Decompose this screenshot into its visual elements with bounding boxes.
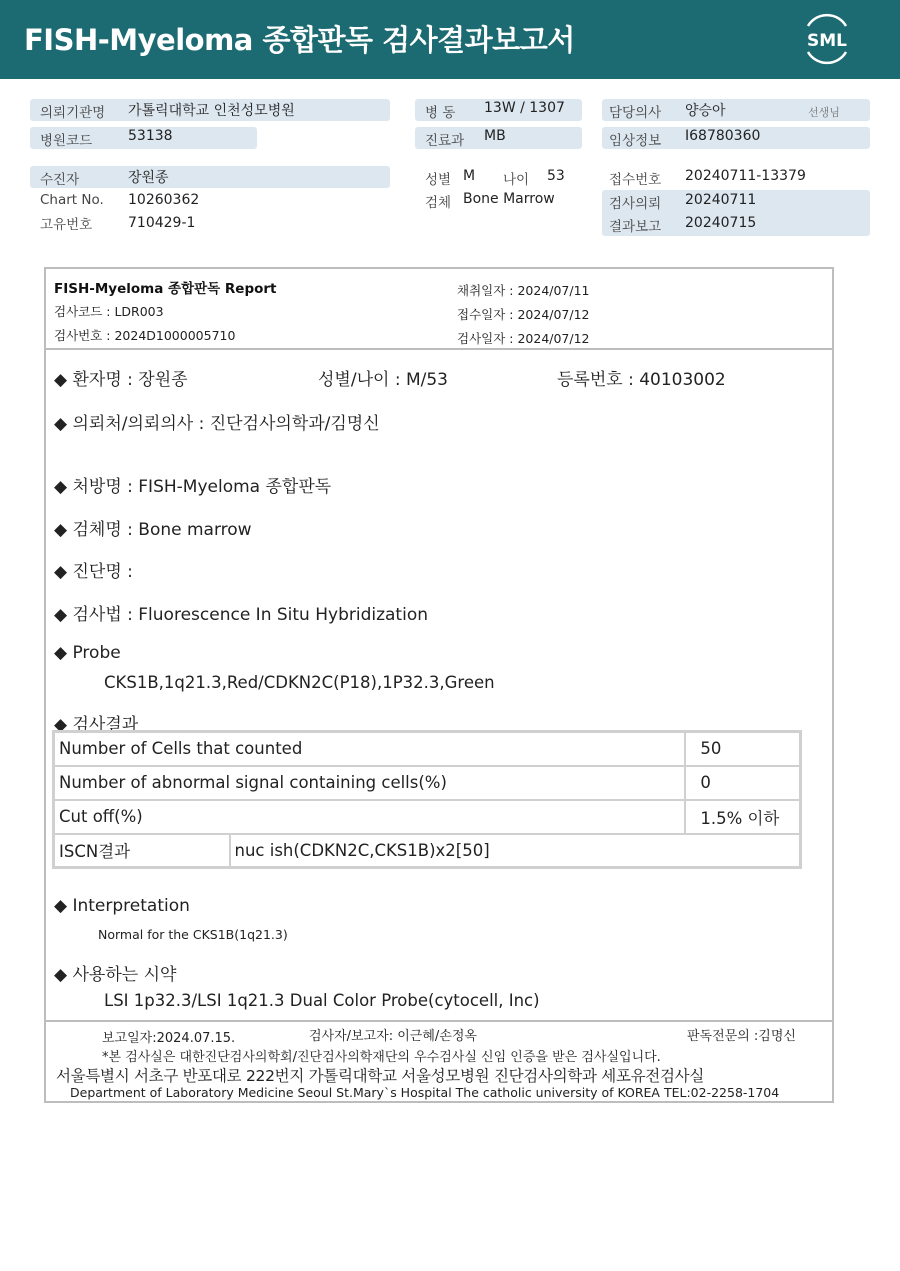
reagent-heading: ◆ 사용하는 시약	[54, 965, 177, 985]
result-label-cell: Number of abnormal signal containing cells(%)	[54, 766, 686, 800]
hospital-label: 의뢰기관명	[40, 105, 106, 121]
dept-value: MB	[484, 128, 506, 144]
chart-label: Chart No.	[40, 192, 104, 208]
reagent-value: LSI 1p32.3/LSI 1q21.3 Dual Color Probe(cytocell, Inc)	[104, 991, 540, 1010]
report-box	[44, 267, 834, 1103]
probe-value: CKS1B,1q21.3,Red/CDKN2C(P18),1P32.3,Green	[104, 673, 495, 692]
tester: 검사자/보고자: 이근혜/손정옥	[309, 1029, 477, 1044]
report-header	[0, 0, 900, 79]
chart-value: 10260362	[128, 192, 200, 208]
result-label-cell: Cut off(%)	[54, 800, 686, 834]
hospital-code-label: 병원코드	[40, 133, 93, 149]
request-value: 20240711	[685, 192, 757, 208]
test-number: 검사번호 : 2024D1000005710	[54, 328, 236, 343]
reg-no-line: 등록번호 : 40103002	[557, 370, 726, 390]
patient-row-bg	[30, 166, 390, 188]
result-label: 결과보고	[609, 219, 662, 235]
referrer-line: ◆ 의뢰처/의뢰의사 : 진단검사의학과/김명신	[54, 414, 380, 434]
prescription-line: ◆ 처방명 : FISH-Myeloma 종합판독	[54, 477, 332, 497]
table-row	[54, 732, 801, 766]
interpretation-heading: ◆ Interpretation	[54, 896, 190, 916]
hospital-code-value: 53138	[128, 128, 173, 144]
receipt-date: 접수일자 : 2024/07/12	[457, 307, 590, 322]
unique-label: 고유번호	[40, 217, 93, 233]
lab-address: 서울특별시 서초구 반포대로 222번지 가톨릭대학교 서울성모병원 진단검사의학과 세포유전검사실	[56, 1067, 704, 1085]
age-label: 나이	[503, 172, 530, 188]
page-title: FISH-Myeloma 종합판독 검사결과보고서	[24, 23, 575, 57]
result-table	[52, 730, 802, 869]
table-row	[54, 800, 801, 834]
report-date: 보고일자:2024.07.15.	[102, 1031, 236, 1046]
sex-label: 성별	[425, 172, 452, 188]
logo-text: SML	[807, 31, 847, 51]
receipt-label: 접수번호	[609, 172, 662, 188]
result-heading: ◆ 검사결과	[54, 715, 139, 735]
table-row	[54, 834, 801, 868]
iscn-value-cell: nuc ish(CDKN2C,CKS1B)x2[50]	[230, 834, 801, 868]
test-code: 검사코드 : LDR003	[54, 304, 164, 319]
report-head	[46, 269, 832, 350]
receipt-value: 20240711-13379	[685, 168, 806, 184]
request-label: 검사의뢰	[609, 196, 662, 212]
sex-age-line: 성별/나이 : M/53	[318, 370, 448, 390]
sex-value: M	[463, 168, 476, 184]
age-value: 53	[547, 168, 565, 184]
unique-value: 710429-1	[128, 215, 196, 231]
doctor-value: 양승아	[685, 103, 726, 119]
department-line: Department of Laboratory Medicine Seoul St.Mary`s Hospital The catholic university of KOREA TEL:02-2258-1704	[70, 1085, 780, 1100]
specimen-value: Bone Marrow	[463, 191, 555, 207]
doctor-suffix: 선생님	[808, 106, 840, 119]
specimen-label: 검체	[425, 195, 452, 211]
collect-date: 채취일자 : 2024/07/11	[457, 283, 590, 298]
ward-label: 병 동	[425, 105, 456, 121]
probe-heading: ◆ Probe	[54, 643, 121, 663]
clinical-label: 임상정보	[609, 133, 662, 149]
patient-value: 장원종	[128, 170, 169, 186]
certification-note: *본 검사실은 대한진단검사의학회/진단검사의학재단의 우수검사실 신임 인증을 받은 검사실입니다.	[102, 1050, 661, 1065]
test-date: 검사일자 : 2024/07/12	[457, 331, 590, 346]
method-line: ◆ 검사법 : Fluorescence In Situ Hybridization	[54, 605, 428, 625]
specialist: 판독전문의 :김명신	[687, 1029, 796, 1044]
ward-value: 13W / 1307	[484, 100, 565, 116]
result-value-cell: 0	[685, 766, 800, 800]
doctor-label: 담당의사	[609, 105, 662, 121]
iscn-label-cell: ISCN결과	[54, 834, 230, 868]
clinical-value: I68780360	[685, 128, 761, 144]
table-row	[54, 766, 801, 800]
patient-name-line: ◆ 환자명 : 장원종	[54, 370, 188, 390]
diagnosis-line: ◆ 진단명 :	[54, 562, 133, 582]
result-value: 20240715	[685, 215, 757, 231]
specimen-line: ◆ 검체명 : Bone marrow	[54, 520, 252, 540]
dept-label: 진료과	[425, 133, 465, 149]
report-title: FISH-Myeloma 종합판독 Report	[54, 281, 277, 297]
patient-label: 수진자	[40, 172, 80, 188]
footer-divider	[46, 1020, 832, 1022]
interpretation-value: Normal for the CKS1B(1q21.3)	[98, 927, 288, 942]
hospital-value: 가톨릭대학교 인천성모병원	[128, 103, 295, 119]
result-value-cell: 1.5% 이하	[685, 800, 800, 834]
sml-logo	[800, 12, 854, 66]
result-value-cell: 50	[685, 732, 800, 766]
result-label-cell: Number of Cells that counted	[54, 732, 686, 766]
